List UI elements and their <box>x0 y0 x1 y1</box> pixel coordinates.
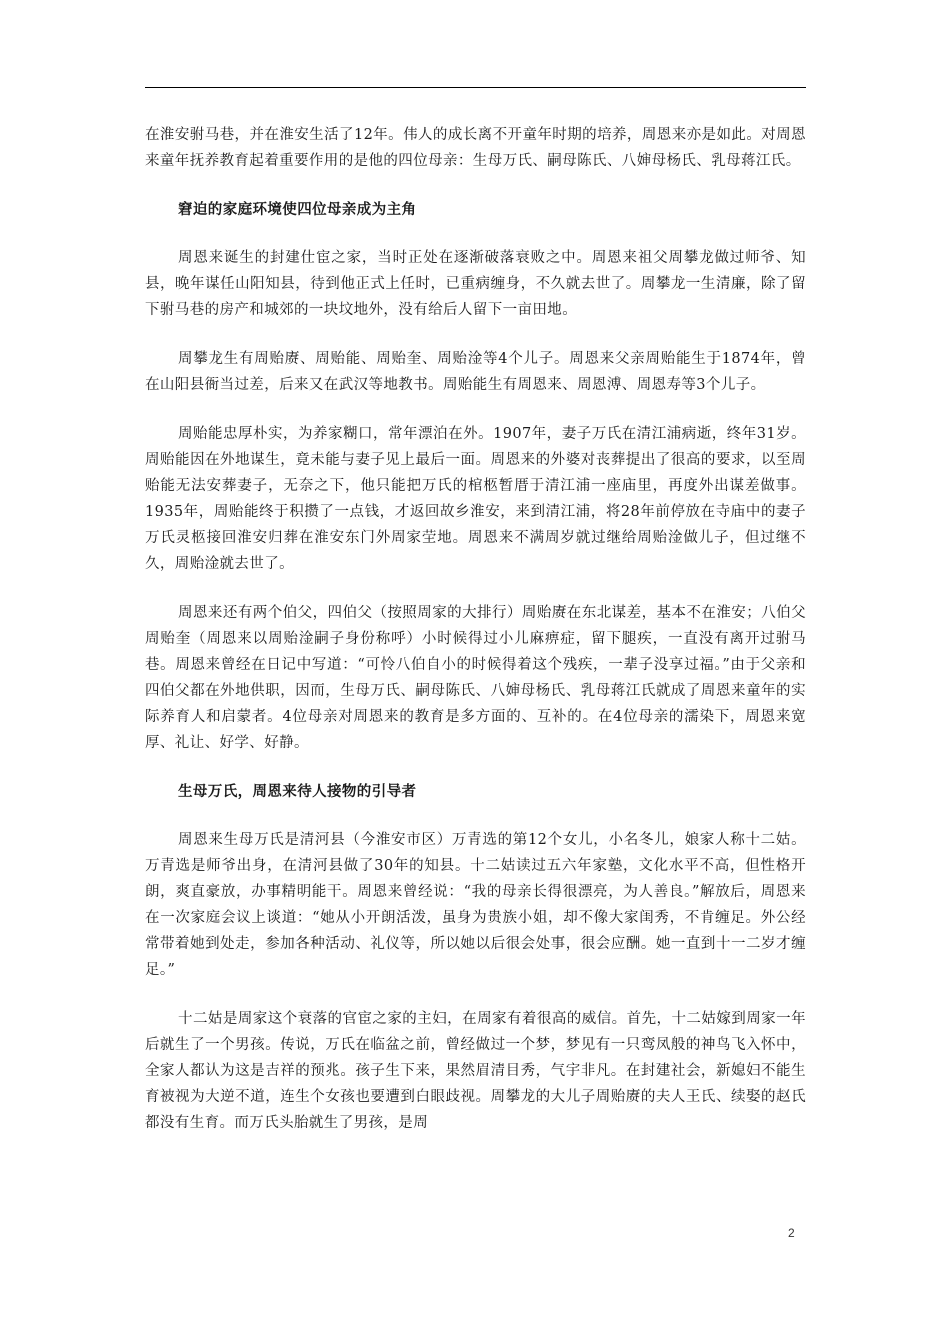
section-heading-2: 生母万氏，周恩来待人接物的引导者 <box>178 784 417 800</box>
paragraph-3: 周攀龙生有周贻赓、周贻能、周贻奎、周贻淦等4个儿子。周恩来父亲周贻能生于1874年，曾在山阳县衙当过差，后来又在武汉等地教书。周贻能生有周恩来、周恩溥、周恩寿等3个儿子。 <box>145 351 806 393</box>
paragraph-7: 十二姑是周家这个衰落的官宦之家的主妇，在周家有着很高的威信。首先，十二姑嫁到周家一年后就生了一个男孩。传说，万氏在临盆之前，曾经做过一个梦，梦见有一只鸾凤般的神鸟飞入怀中，全家人都认为这是吉祥的预兆。孩子生下来，果然眉清目秀，气宇非凡。在封建社会，新媳妇不能生育被视为大逆不道，连生个女孩也要遭到白眼歧视。周攀龙的大儿子周贻赓的夫人王氏、续娶的赵氏都没有生育。而万氏头胎就生了男孩，是周 <box>145 1011 806 1131</box>
paragraph-1: 在淮安驸马巷，并在淮安生活了12年。伟人的成长离不开童年时期的培养，周恩来亦是如此。对周恩来童年抚养教育起着重要作用的是他的四位母亲：生母万氏、嗣母陈氏、八婶母杨氏、乳母蒋江氏。 <box>145 127 806 169</box>
paragraph-6: 周恩来生母万氏是清河县（今淮安市区）万青选的第12个女儿，小名冬儿，娘家人称十二姑。万青选是师爷出身，在清河县做了30年的知县。十二姑读过五六年家塾，文化水平不高，但性格开朗，爽直豪放，办事精明能干。周恩来曾经说：“我的母亲长得很漂亮，为人善良。”解放后，周恩来在一次家庭会议上谈道：“她从小开朗活泼，虽身为贵族小姐，却不像大家闺秀，不肯缠足。外公经常带着她到处走，参加各种活动、礼仪等，所以她以后很会处事，很会应酬。她一直到十一二岁才缠足。” <box>145 832 806 978</box>
paragraph-2: 周恩来诞生的封建仕宦之家，当时正处在逐渐破落衰败之中。周恩来祖父周攀龙做过师爷、知县，晚年谋任山阳知县，待到他正式上任时，已重病缠身，不久就去世了。周攀龙一生清廉，除了留下驸马巷的房产和城郊的一块坟地外，没有给后人留下一亩田地。 <box>145 250 806 318</box>
section-heading-1: 窘迫的家庭环境使四位母亲成为主角 <box>178 202 417 218</box>
paragraph-5: 周恩来还有两个伯父，四伯父（按照周家的大排行）周贻赓在东北谋差，基本不在淮安；八伯父周贻奎（周恩来以周贻淦嗣子身份称呼）小时候得过小儿麻痹症，留下腿疾，一直没有离开过驸马巷。周恩来曾经在日记中写道：“可怜八伯自小的时候得着这个残疾，一辈子没享过福。”由于父亲和四伯父都在外地供职，因而，生母万氏、嗣母陈氏、八婶母杨氏、乳母蒋江氏就成了周恩来童年的实际养育人和启蒙者。4位母亲对周恩来的教育是多方面的、互补的。在4位母亲的濡染下，周恩来宽厚、礼让、好学、好静。 <box>145 605 806 751</box>
page-number: 2 <box>788 1226 795 1240</box>
document-body <box>145 122 806 1159</box>
paragraph-4: 周贻能忠厚朴实，为养家糊口，常年漂泊在外。1907年，妻子万氏在清江浦病逝，终年31岁。周贻能因在外地谋生，竟未能与妻子见上最后一面。周恩来的外婆对丧葬提出了很高的要求，以至周贻能无法安葬妻子，无奈之下，他只能把万氏的棺柩暂厝于清江浦一座庙里，再度外出谋差做事。1935年，周贻能终于积攒了一点钱，才返回故乡淮安，来到清江浦，将28年前停放在寺庙中的妻子万氏灵柩接回淮安归葬在淮安东门外周家茔地。周恩来不满周岁就过继给周贻淦做儿子，但过继不久，周贻淦就去世了。 <box>145 426 806 572</box>
header-rule <box>145 87 806 88</box>
